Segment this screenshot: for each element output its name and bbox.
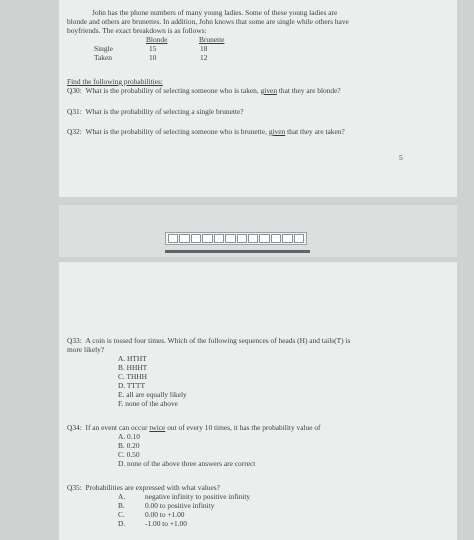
page-number: 5: [399, 153, 403, 162]
find-heading: Find the following probabilities:: [67, 77, 163, 86]
answer-option: C. 0.50: [118, 450, 140, 459]
intro-text-line: blonde and others are brunettes. In addition, John knows that some are single while others have: [67, 17, 349, 26]
page-thumbnail[interactable]: [282, 234, 292, 243]
question-q32: [67, 127, 345, 136]
answer-option: D. TTTT: [118, 381, 145, 390]
question-emphasis: twice: [149, 423, 166, 432]
question-number: Q33:: [67, 336, 82, 345]
table-cell: 18: [200, 44, 208, 53]
table-cell: 10: [149, 53, 157, 62]
question-number: Q34:: [67, 423, 82, 432]
question-text-continued: more likely?: [67, 345, 105, 354]
table-header-brunette: Brunette: [199, 35, 225, 44]
question-number: Q35:: [67, 483, 82, 492]
page-thumbnail[interactable]: [214, 234, 224, 243]
answer-option: A. HTHT: [118, 354, 147, 363]
question-emphasis: given: [260, 86, 278, 95]
page-thumbnail[interactable]: [248, 234, 258, 243]
question-number: Q32:: [67, 127, 82, 136]
page-thumbnail[interactable]: [179, 234, 189, 243]
page-thumbnail[interactable]: [259, 234, 269, 243]
intro-text-line: John has the phone numbers of many young ladies. Some of these young ladies are: [92, 8, 338, 17]
answer-option: 0.00 to +1.00: [145, 510, 185, 519]
answer-option: B. HHHT: [118, 363, 148, 372]
question-text: What is the probability of selecting a single brunette?: [85, 107, 244, 116]
answer-option-letter: B.: [118, 501, 125, 510]
question-text: that they are blonde?: [278, 86, 341, 95]
scroll-bar[interactable]: [165, 250, 310, 253]
question-number: Q31:: [67, 107, 82, 116]
question-emphasis: given: [268, 127, 286, 136]
question-text: A coin is tossed four times. Which of the following sequences of heads (H) and tails(T) is: [85, 336, 351, 345]
page-thumbnails[interactable]: [165, 232, 307, 245]
page-thumbnail[interactable]: [191, 234, 201, 243]
answer-option: A. 0.10: [118, 432, 140, 441]
question-text: Probabilities are expressed with what values?: [85, 483, 220, 492]
answer-option-letter: A.: [118, 492, 126, 501]
intro-text-line: boyfriends. The exact breakdown is as follows:: [67, 26, 207, 35]
question-number: Q30:: [67, 86, 82, 95]
answer-option: B. 0.20: [118, 441, 140, 450]
question-text: out of every 10 times, it has the probability value of: [167, 423, 321, 432]
page-thumbnail[interactable]: [294, 234, 304, 243]
question-text: What is the probability of selecting someone who is brunette,: [85, 127, 267, 136]
answer-option: 0.00 to positive infinity: [145, 501, 215, 510]
answer-option-letter: C.: [118, 510, 125, 519]
answer-option: E. all are equally likely: [118, 390, 187, 399]
page-thumbnail[interactable]: [237, 234, 247, 243]
question-text: What is the probability of selecting someone who is taken,: [85, 86, 259, 95]
question-q31: [67, 107, 244, 116]
answer-option-letter: D.: [118, 519, 126, 528]
page-thumbnail[interactable]: [271, 234, 281, 243]
question-q35: [67, 483, 220, 492]
page-thumbnail[interactable]: [225, 234, 235, 243]
answer-option: C. THHH: [118, 372, 148, 381]
page-thumbnail[interactable]: [168, 234, 178, 243]
table-row-label: Single: [94, 44, 113, 53]
page-thumbnail[interactable]: [202, 234, 212, 243]
question-q33: [67, 336, 350, 345]
answer-option: negative infinity to positive infinity: [145, 492, 251, 501]
question-q34: [67, 423, 321, 432]
question-text: If an event can occur: [85, 423, 148, 432]
table-cell: 12: [200, 53, 208, 62]
answer-option: -1.00 to +1.00: [145, 519, 187, 528]
table-header-blonde: Blonde: [146, 35, 168, 44]
table-cell: 15: [149, 44, 157, 53]
answer-option: F. none of the above: [118, 399, 178, 408]
answer-option: D. none of the above three answers are correct: [118, 459, 256, 468]
question-q30: [67, 86, 341, 95]
question-text: that they are taken?: [287, 127, 345, 136]
table-row-label: Taken: [94, 53, 112, 62]
